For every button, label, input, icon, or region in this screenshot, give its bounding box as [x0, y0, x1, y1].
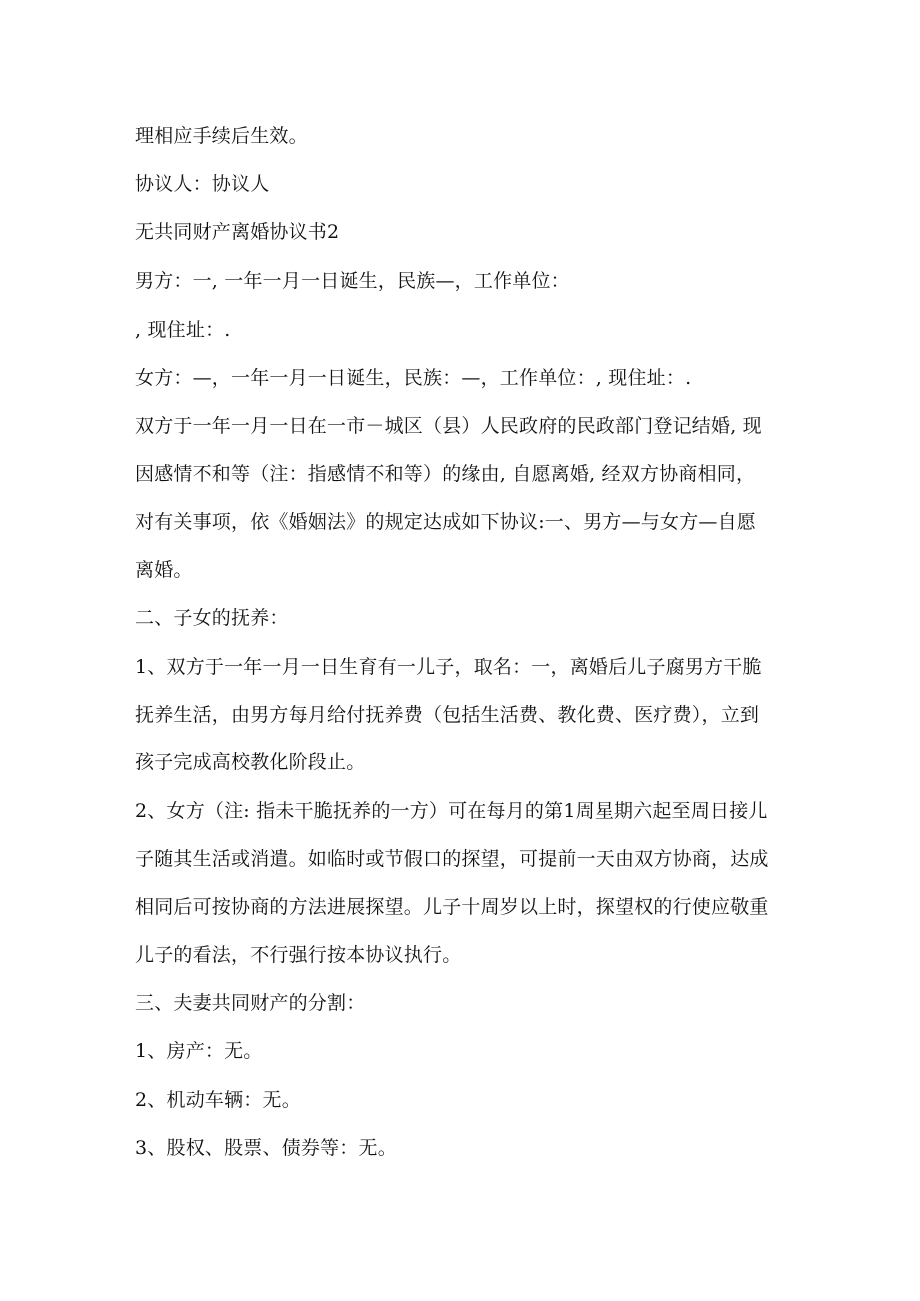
text-line: 男方：一, 一年一月一日诞生，民族—，工作单位： — [135, 270, 570, 292]
text-line: 因感情不和等（注：指感情不和等）的缘由, 自愿离婚, 经双方协商相同， — [135, 463, 756, 485]
text-line: 儿子的看法，不行强行按本协议执行。 — [135, 944, 462, 966]
text-line: 相同后可按协商的方法进展探望。儿子十周岁以上时，探望权的行使应敬重 — [135, 896, 769, 918]
text-line: 1、房产：无。 — [135, 1040, 263, 1062]
text-line: 3、股权、股票、债券等：无。 — [135, 1137, 397, 1159]
text-line: 协议人：协议人 — [135, 173, 270, 195]
text-line: 离婚。 — [135, 559, 193, 581]
section-heading: 三、夫妻共同财产的分割： — [135, 992, 366, 1014]
text-line: 孩子完成高校教化阶段止。 — [135, 751, 366, 773]
text-line: 对有关事项，依《婚姻法》的规定达成如下协议:一、男方—与女方—自愿 — [135, 511, 757, 533]
text-line: , 现住址：. — [135, 319, 231, 341]
text-line: 1、双方于一年一月一日生育有一儿子，取名：一，离婚后儿子腐男方干脆 — [135, 656, 762, 678]
document-title: 无共同财产离婚协议书2 — [135, 221, 340, 243]
text-line: 双方于一年一月一日在一市－城区（县）人民政府的民政部门登记结婚, 现 — [135, 415, 762, 437]
text-line: 子随其生活或消遣。如临时或节假口的探望，可提前一天由双方协商，达成 — [135, 848, 769, 870]
section-heading: 二、子女的抚养： — [135, 607, 289, 629]
text-line: 女方：—，一年一月一日诞生，民族：—，工作单位：, 现住址：. — [135, 367, 692, 389]
text-line: 抚养生活，由男方每月给付抚养费（包括生活费、教化费、医疗费），立到 — [135, 704, 760, 726]
text-line: 理相应手续后生效。 — [135, 125, 308, 147]
text-line: 2、机动车辆：无。 — [135, 1089, 301, 1111]
text-line: 2、女方（注: 指未干脆抚养的一方）可在每月的第1周星期六起至周日接儿 — [135, 800, 768, 822]
